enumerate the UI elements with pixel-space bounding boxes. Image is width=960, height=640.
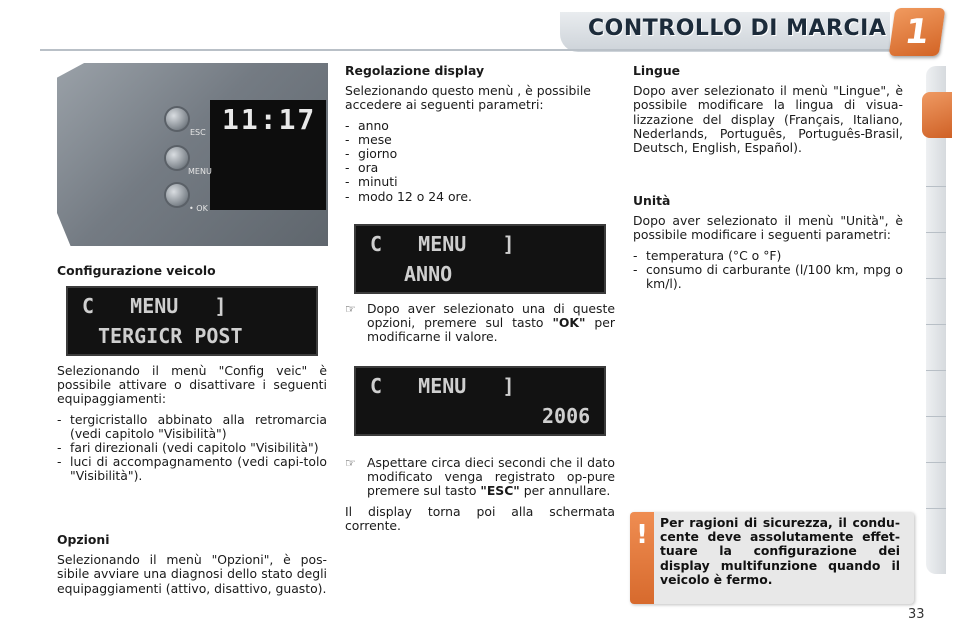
- left-column-config: [57, 364, 327, 490]
- ok-key-label: "OK": [552, 315, 586, 331]
- tab-divider: [926, 278, 946, 279]
- clock-time: 11:17: [222, 103, 317, 136]
- right-column-languages: [633, 64, 903, 161]
- list-item: - giorno: [345, 147, 615, 161]
- display-heading: Regolazione display: [345, 63, 485, 78]
- list-item: - ora: [345, 161, 615, 175]
- tab-divider: [926, 462, 946, 463]
- esc-knob-icon: [166, 108, 188, 130]
- tab-divider: [926, 508, 946, 509]
- list-item: - anno: [345, 119, 615, 133]
- tab-divider: [926, 416, 946, 417]
- tip-ok-text-before: Dopo aver selezionato una di queste opzioni, premere sul tasto: [367, 301, 615, 331]
- lcd-config-line2: TERGICR POST: [98, 324, 243, 348]
- left-column-options: [57, 533, 327, 602]
- lcd-config-line1: C MENU ]: [82, 294, 227, 318]
- tab-divider: [926, 370, 946, 371]
- lcd-value-screen: [354, 366, 606, 436]
- lcd-year-screen: [354, 224, 606, 294]
- units-list: [633, 249, 903, 292]
- page-number: 33: [908, 607, 925, 622]
- header-divider: [40, 49, 890, 51]
- warning-exclamation-icon: !: [636, 520, 648, 550]
- options-text: Selezionando il menù "Opzioni", è pos-sibile avviare una diagnosi dello stato degli equipaggiamenti (attivo, disattivo, guasto).: [57, 552, 327, 596]
- tab-divider: [926, 186, 946, 187]
- config-intro: Selezionando il menù "Config veic" è possibile attivare o disattivare i seguenti equipaggiamenti:: [57, 363, 327, 407]
- list-item: - fari direzionali (vedi capitolo "Visibilità"): [57, 441, 327, 455]
- dashboard-clock-display: [210, 100, 326, 210]
- config-list: [57, 413, 327, 484]
- display-params-list: [345, 119, 615, 204]
- lcd-config-screen: [66, 286, 318, 356]
- tab-divider: [926, 324, 946, 325]
- pointing-hand-icon: ☞: [345, 456, 356, 470]
- units-heading: Unità: [633, 193, 671, 208]
- chapter-badge: [889, 8, 946, 56]
- list-item: - modo 12 o 24 ore.: [345, 190, 615, 204]
- chapter-tabs: [926, 66, 946, 574]
- middle-column-tip2: [345, 456, 615, 539]
- pointing-hand-icon: ☞: [345, 302, 356, 316]
- ok-knob-icon: [166, 184, 188, 206]
- page-title: CONTROLLO DI MARCIA: [588, 16, 887, 41]
- return-text: Il display torna poi alla schermata corrente.: [345, 503, 615, 533]
- tip-esc-text-before: Aspettare circa dieci secondi che il dato modificato venga registrato op-pure premere sul tasto: [367, 455, 615, 499]
- right-column-units: [633, 194, 903, 297]
- list-item: - tergicristallo abbinato alla retromarcia (vedi capitolo "Visibilità"): [57, 413, 327, 441]
- list-item: - temperatura (°C o °F): [633, 249, 903, 263]
- esc-label: ESC: [190, 128, 206, 137]
- menu-label: MENU: [188, 167, 212, 176]
- tip-ok: [345, 302, 615, 345]
- options-heading: Opzioni: [57, 532, 110, 547]
- tip-ok-text-after: per modificarne il valore.: [367, 315, 615, 345]
- ok-label: • OK: [189, 204, 208, 213]
- ok-label-text: OK: [196, 204, 208, 213]
- esc-key-label: "ESC": [480, 483, 520, 499]
- tab-divider: [926, 232, 946, 233]
- lcd-year-line1: C MENU ]: [370, 232, 515, 256]
- middle-column-tip1: [345, 302, 615, 351]
- units-intro: Dopo aver selezionato il menù "Unità", è possibile modificare i seguenti parametri:: [633, 213, 903, 243]
- config-heading: Configurazione veicolo: [57, 263, 216, 278]
- lcd-value-line2: 2006: [542, 404, 591, 428]
- chapter-number: 1: [902, 12, 932, 52]
- languages-text: Dopo aver selezionato il menù "Lingue", è possibile modificare la lingua di visua-lizzazione del display (Français, Italiano, Nederlands, Português, Português-Brasil, Deutsch, English, Español).: [633, 83, 903, 156]
- list-item: - mese: [345, 133, 615, 147]
- tip-esc: [345, 456, 615, 499]
- display-intro: Selezionando questo menù , è possibile accedere ai seguenti parametri:: [345, 83, 591, 113]
- left-column-top: [57, 264, 327, 284]
- middle-column-top: [345, 64, 615, 210]
- chapter-tab-active: [922, 92, 952, 138]
- list-item: - minuti: [345, 175, 615, 189]
- safety-warning-text: Per ragioni di sicurezza, il condu-cente deve assolutamente effet-tuare la configurazione dei display multifunzione quando il veicolo è fermo.: [660, 515, 900, 587]
- list-item: - luci di accompagnamento (vedi capi-tolo "Visibilità").: [57, 455, 327, 483]
- languages-heading: Lingue: [633, 63, 681, 78]
- menu-knob-icon: [166, 147, 188, 169]
- lcd-value-line1: C MENU ]: [370, 374, 515, 398]
- tip-esc-text-after: per annullare.: [519, 483, 611, 499]
- lcd-year-line2: ANNO: [404, 262, 453, 286]
- list-item: - consumo di carburante (l/100 km, mpg o km/l).: [633, 263, 903, 291]
